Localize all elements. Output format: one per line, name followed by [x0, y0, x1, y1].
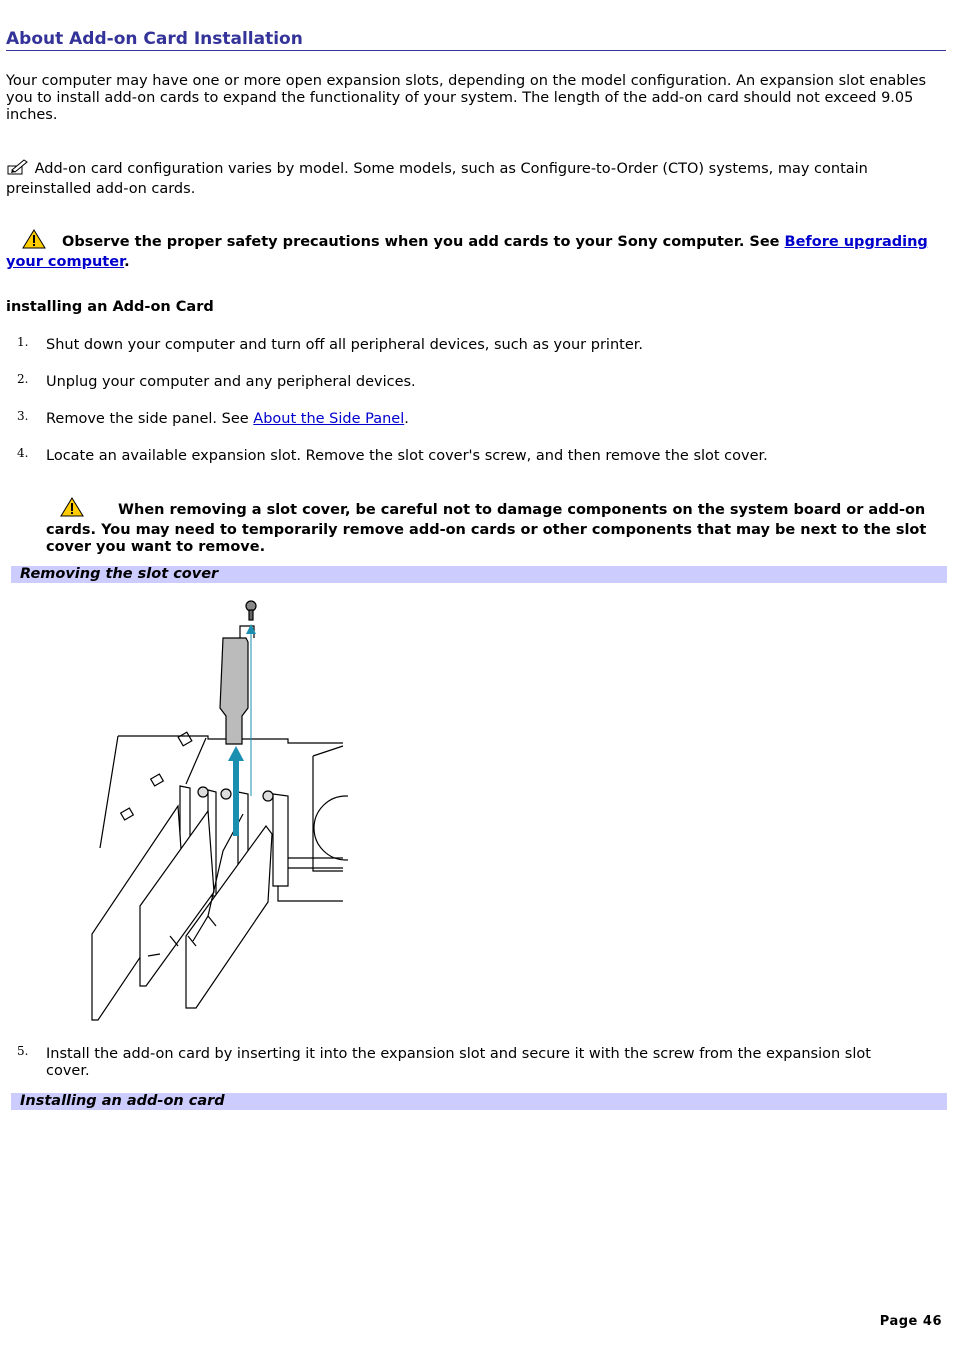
page-title: About Add-on Card Installation [6, 29, 946, 51]
step-text: Remove the side panel. See About the Side Panel. [46, 411, 409, 427]
note-text: Add-on card configuration varies by model. Some models, such as Configure-to-Order (CTO) systems, may contain preinstalled add-on cards. [6, 161, 868, 197]
step-number: 4. [17, 446, 29, 460]
figure2-caption: Installing an add-on card [11, 1093, 947, 1110]
intro-paragraph: Your computer may have one or more open expansion slots, depending on the model configuration. An expansion slot enables you to install add-on cards to expand the functionality of your system. The length of the add-on card should not exceed 9.05 inches. [6, 73, 927, 123]
about-side-panel-link[interactable]: About the Side Panel [253, 411, 405, 427]
before-upgrading-link[interactable]: Before upgrading your computer [6, 234, 928, 270]
page-number: Page 46 [879, 1314, 942, 1329]
slot-cover-illustration [88, 596, 348, 1024]
step-text: Unplug your computer and any peripheral devices. [46, 374, 416, 390]
section-heading: installing an Add-on Card [6, 299, 214, 315]
warning-icon [22, 229, 46, 254]
warning-icon [60, 497, 84, 522]
step-number: 2. [17, 372, 29, 386]
caution-text: Observe the proper safety precautions when you add cards to your Sony computer. See [62, 234, 785, 250]
step-number: 3. [17, 409, 29, 423]
step4-caution [46, 497, 946, 556]
caution-paragraph [6, 229, 944, 271]
step-number: 1. [17, 335, 29, 349]
step-text: Shut down your computer and turn off all peripheral devices, such as your printer. [46, 337, 643, 353]
note-paragraph [6, 158, 944, 198]
note-pencil-icon [6, 158, 30, 181]
caution-text-end: . [124, 254, 130, 270]
step-number: 5. [17, 1044, 29, 1058]
step4-caution-text: When removing a slot cover, be careful not to damage components on the system board or add-on cards. You may need to temporarily remove add-on cards or other components that may be next to the slot cover you want to remove. [46, 502, 927, 555]
step-text: Locate an available expansion slot. Remove the slot cover's screw, and then remove the slot cover. [46, 448, 768, 464]
step-text: Install the add-on card by inserting it into the expansion slot and secure it with the screw from the expansion slot cover. [46, 1046, 871, 1079]
figure1-caption: Removing the slot cover [11, 566, 947, 583]
